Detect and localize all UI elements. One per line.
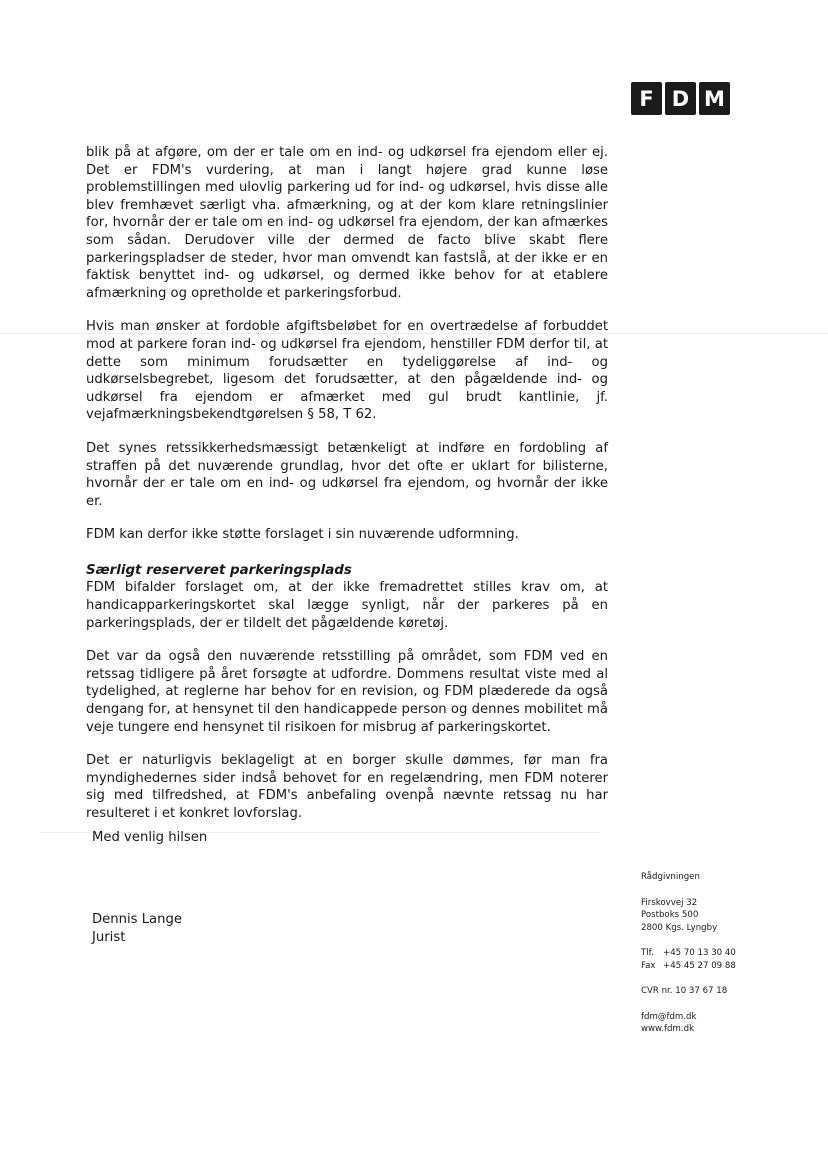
logo-letter: F xyxy=(631,82,662,115)
closing-text: Med venlig hilsen xyxy=(92,830,208,845)
paragraph: FDM bifalder forslaget om, at der ikke fremadrettet stilles krav om, at handicapparkeringskortet skal lægge synligt, når der parkeres på en parkeringsplads, der er tildelt det pågældende køretøj. xyxy=(86,580,608,631)
signer-title: Jurist xyxy=(92,929,126,945)
address-line: Postboks 500 xyxy=(641,910,699,920)
section-heading: Særligt reserveret parkeringsplads xyxy=(86,562,352,578)
contact-info xyxy=(641,871,736,1036)
paragraph: Det var da også den nuværende retsstilling på området, som FDM ved en retssag tidligere på året forsøgte at udfordre. Dommens resultat viste med al tydelighed, at reglerne har behov for en revision, og FDM plæderede da også dengang for, at hensynet til den handicappede person og dennes mobilitet må veje tungere end hensynet til risikoen for misbrug af parkeringskortet. xyxy=(86,649,608,735)
paragraph: Det er naturligvis beklageligt at en borger skulle dømmes, før man fra myndighedernes sider indså behovet for en regelændring, men FDM noterer sig med tilfredshed, at FDM's anbefaling ovenpå nævnte retssag nu har resulteret i et konkret lovforslag. xyxy=(86,753,608,821)
closing xyxy=(92,829,207,847)
address-line: Firskovvej 32 xyxy=(641,897,698,908)
email-link[interactable]: fdm@fdm.dk xyxy=(641,1011,697,1022)
department: Rådgivningen xyxy=(641,872,700,882)
letter-body xyxy=(86,144,608,839)
signer-name: Dennis Lange xyxy=(92,912,182,927)
paragraph: Det synes retssikkerhedsmæssigt betænkeligt at indføre en fordobling af straffen på det nuværende grundlag, hvor det ofte er uklart for bilisterne, hvornår der er tale om en ind- og udkørsel fra ejendom, og hvornår der ikke er. xyxy=(86,440,608,509)
fdm-logo xyxy=(631,82,730,115)
fax-number: +45 45 27 09 88 xyxy=(663,960,736,971)
phone-row xyxy=(641,947,736,960)
logo-letter: M xyxy=(699,82,730,115)
logo-letter: D xyxy=(665,82,696,115)
phone-number: +45 70 13 30 40 xyxy=(663,948,736,958)
signature-block xyxy=(92,911,182,946)
address-line: 2800 Kgs. Lyngby xyxy=(641,922,718,933)
website-link[interactable]: www.fdm.dk xyxy=(641,1024,695,1034)
paragraph: blik på at afgøre, om der er tale om en ind- og udkørsel fra ejendom eller ej. Det er FDM's vurdering, at man i langt højere grad kunne løse problemstillingen med ulovlig parkering ud for ind- og udkørsel, hvis disse alle blev fremhævet særligt vha. afmærkning, og at der kom klare retningslinier for, hvornår der er tale om en ind- og udkørsel fra ejendom, der kan afmærkes som sådan. Derudover ville der dermed de facto blive skabt flere parkeringspladser de steder, hvor man omvendt kan fastslå, at der ikke er en faktisk benyttet ind- og udkørsel, og dermed ikke behov for at etablere afmærkning og opretholde et parkeringsforbud. xyxy=(86,145,608,301)
phone-label: Tlf. xyxy=(641,948,654,958)
fax-row xyxy=(641,960,736,973)
paragraph: FDM kan derfor ikke støtte forslaget i sin nuværende udformning. xyxy=(86,527,519,543)
fax-label: Fax xyxy=(641,960,656,971)
cvr-number: CVR nr. 10 37 67 18 xyxy=(641,986,728,996)
paragraph: Hvis man ønsker at fordoble afgiftsbeløbet for en overtrædelse af forbuddet mod at parkere foran ind- og udkørsel fra ejendom, henstiller FDM derfor til, at dette som minimum forudsætter en tydeliggørelse af ind- og udkørselsbegrebet, ligesom det forudsætter, at den pågældende ind- og udkørsel fra ejendom er afmærket med gul brudt kantlinie, jf. vejafmærkningsbekendtgørelsen § 58, T 62. xyxy=(86,319,608,423)
